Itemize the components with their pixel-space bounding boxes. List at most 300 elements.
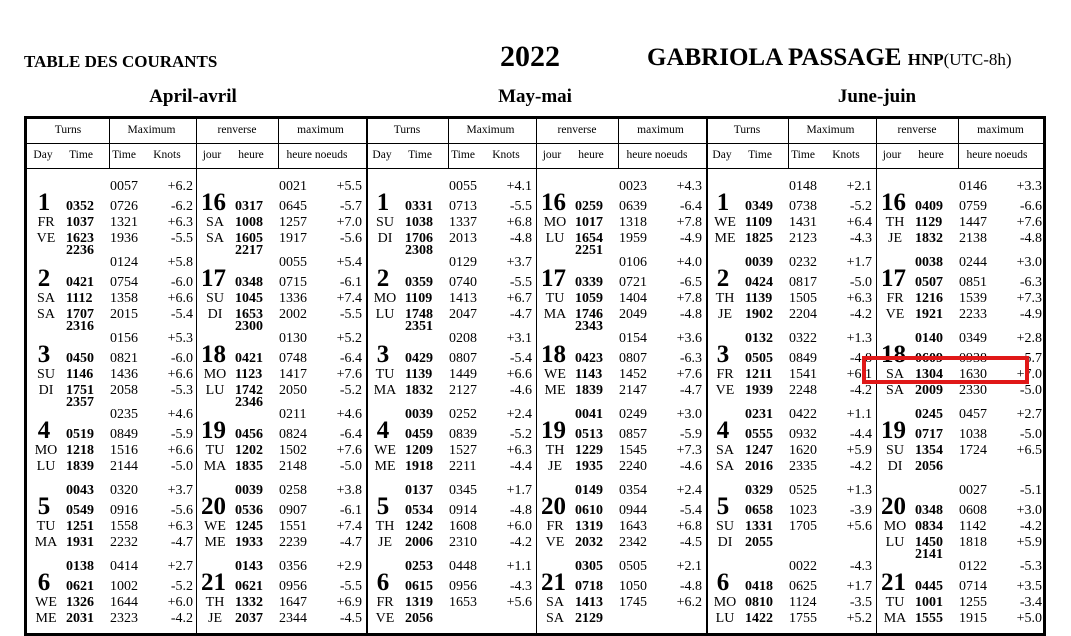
max-time: 1608 [449, 519, 477, 534]
max-time: 1643 [619, 519, 647, 534]
max-time: 0715 [279, 275, 307, 290]
turn-time: 1748 [405, 307, 433, 322]
year-heading: 2022 [500, 40, 560, 73]
max-time: 0916 [110, 503, 138, 518]
turn-time: 0459 [405, 427, 433, 442]
day-block [31, 331, 196, 410]
knots: +3.0 [1016, 503, 1042, 518]
turn-time: 1216 [915, 291, 943, 306]
knots: +6.3 [167, 215, 193, 230]
column-header: Time [112, 149, 136, 161]
turn-time: 1605 [235, 231, 263, 246]
weekday: TU [545, 291, 565, 306]
turn-time: 2346 [235, 395, 263, 410]
weekday: LU [375, 307, 395, 322]
turn-time: 0039 [745, 255, 773, 270]
max-time: 0738 [789, 199, 817, 214]
max-time: 2049 [619, 307, 647, 322]
turn-time: 0429 [405, 351, 433, 366]
max-time: 0129 [449, 255, 477, 270]
max-time: 0345 [449, 483, 477, 498]
turn-time: 0423 [575, 351, 603, 366]
day-number: 3 [37, 341, 51, 368]
weekday: SU [206, 291, 224, 306]
column-header: jour [542, 149, 562, 161]
max-time: 2123 [789, 231, 817, 246]
max-time: 2240 [619, 459, 647, 474]
knots: +5.2 [846, 611, 872, 626]
day-block [200, 559, 365, 635]
turn-time: 1921 [915, 307, 943, 322]
knots: -5.0 [1019, 383, 1042, 398]
day-block [880, 407, 1045, 483]
max-time: 0022 [789, 559, 817, 574]
turn-time: 1742 [235, 383, 263, 398]
weekday: TU [205, 443, 225, 458]
turn-time: 0143 [235, 559, 263, 574]
knots: +6.6 [167, 443, 193, 458]
max-time: 1436 [110, 367, 138, 382]
table-title: TABLE DES COURANTS [24, 52, 218, 71]
max-time: 1539 [959, 291, 987, 306]
turn-time: 1017 [575, 215, 603, 230]
knots: +5.6 [506, 595, 532, 610]
weekday: SA [206, 231, 224, 246]
turn-time: 2351 [405, 319, 433, 334]
weekday: JE [718, 307, 732, 322]
knots: -6.4 [339, 351, 362, 366]
knots: +5.8 [167, 255, 193, 270]
turn-time: 1746 [575, 307, 603, 322]
max-time: 0148 [789, 179, 817, 194]
knots: -4.6 [679, 459, 702, 474]
max-time: 0821 [110, 351, 138, 366]
knots: +7.8 [676, 215, 702, 230]
day-number: 4 [376, 417, 390, 444]
weekday: MO [883, 519, 907, 534]
day-block [880, 483, 1045, 562]
turn-time: 2032 [575, 535, 603, 550]
day-block [370, 483, 535, 559]
max-time: 1558 [110, 519, 138, 534]
day-number: 17 [881, 265, 906, 292]
knots: +4.1 [506, 179, 532, 194]
knots: -4.2 [849, 459, 872, 474]
column-group-header: Maximum [127, 124, 176, 136]
turn-time: 0409 [915, 199, 943, 214]
knots: +6.7 [506, 291, 532, 306]
turn-time: 0621 [235, 579, 263, 594]
knots: -4.4 [509, 459, 532, 474]
weekday: SA [546, 595, 564, 610]
weekday: SA [546, 611, 564, 626]
knots: -6.0 [170, 275, 193, 290]
weekday: MO [713, 595, 737, 610]
knots: -5.5 [170, 231, 193, 246]
knots: +3.7 [167, 483, 193, 498]
turn-time: 1623 [66, 231, 94, 246]
day-number: 6 [716, 569, 730, 596]
max-time: 1413 [449, 291, 477, 306]
column-header: Time [408, 149, 432, 161]
max-time: 2239 [279, 535, 307, 550]
turn-time: 0555 [745, 427, 773, 442]
turn-time: 0505 [745, 351, 773, 366]
max-time: 1745 [619, 595, 647, 610]
turn-time: 1319 [575, 519, 603, 534]
knots: +2.1 [676, 559, 702, 574]
knots: -5.2 [509, 427, 532, 442]
column-group-header: maximum [977, 124, 1024, 136]
turn-time: 2055 [745, 535, 773, 550]
turn-time: 0305 [575, 559, 603, 574]
day-number: 21 [201, 569, 226, 596]
turn-time: 1037 [66, 215, 94, 230]
max-time: 0356 [279, 559, 307, 574]
column-group-header: maximum [637, 124, 684, 136]
max-time: 1255 [959, 595, 987, 610]
max-time: 1257 [279, 215, 307, 230]
max-time: 2310 [449, 535, 477, 550]
max-time: 2013 [449, 231, 477, 246]
column-group-header: renverse [557, 124, 597, 136]
turn-time: 1008 [235, 215, 263, 230]
knots: +6.6 [167, 367, 193, 382]
turn-time: 1059 [575, 291, 603, 306]
turn-time: 1832 [915, 231, 943, 246]
knots: +6.5 [1016, 443, 1042, 458]
weekday: FR [886, 291, 904, 306]
weekday: VE [885, 307, 905, 322]
max-time: 0713 [449, 199, 477, 214]
knots: -5.2 [170, 579, 193, 594]
weekday: LU [545, 231, 565, 246]
turn-time: 0339 [575, 275, 603, 290]
turn-time: 0810 [745, 595, 773, 610]
column-group-header: renverse [897, 124, 937, 136]
turn-time: 1931 [66, 535, 94, 550]
knots: +5.4 [336, 255, 362, 270]
max-time: 1755 [789, 611, 817, 626]
turn-time: 1146 [66, 367, 94, 382]
station-name [647, 44, 1012, 72]
day-block [200, 255, 365, 334]
turn-time: 1326 [66, 595, 94, 610]
max-time: 1505 [789, 291, 817, 306]
knots: +2.7 [167, 559, 193, 574]
turn-time: 0348 [235, 275, 263, 290]
turn-time: 2016 [745, 459, 773, 474]
max-time: 1404 [619, 291, 647, 306]
day-number: 4 [37, 417, 51, 444]
day-number: 18 [201, 341, 226, 368]
column-group-header: Maximum [806, 124, 855, 136]
weekday: MA [203, 459, 227, 474]
turn-time: 0140 [915, 331, 943, 346]
month-heading-june: June-juin [837, 86, 917, 107]
turn-time: 1038 [405, 215, 433, 230]
day-block [370, 559, 535, 635]
turn-time: 1045 [235, 291, 263, 306]
day-number: 20 [881, 493, 906, 520]
knots: +5.2 [336, 331, 362, 346]
knots: -4.3 [849, 559, 872, 574]
max-time: 2138 [959, 231, 987, 246]
column-group-header: maximum [297, 124, 344, 136]
max-time: 1724 [959, 443, 987, 458]
weekday: WE [544, 367, 566, 382]
column-header: Time [69, 149, 93, 161]
day-block [880, 255, 1045, 331]
knots: +7.3 [1016, 291, 1042, 306]
max-time: 0748 [279, 351, 307, 366]
knots: -6.3 [679, 351, 702, 366]
turn-time: 0456 [235, 427, 263, 442]
turn-time: 1109 [745, 215, 773, 230]
turn-time: 1450 [915, 535, 943, 550]
weekday: SU [37, 367, 55, 382]
weekday: MO [34, 443, 58, 458]
knots: +1.1 [506, 559, 532, 574]
max-time: 2047 [449, 307, 477, 322]
max-time: 2147 [619, 383, 647, 398]
max-time: 0914 [449, 503, 477, 518]
max-time: 2248 [789, 383, 817, 398]
weekday: SU [716, 519, 734, 534]
turn-time: 0421 [235, 351, 263, 366]
day-number: 2 [376, 265, 390, 292]
turn-time: 2236 [66, 243, 94, 258]
weekday: DI [887, 459, 903, 474]
turn-time: 0418 [745, 579, 773, 594]
knots: -5.3 [1019, 559, 1042, 574]
turn-time: 0610 [575, 503, 603, 518]
column-header: Knots [153, 149, 181, 161]
knots: +5.3 [167, 331, 193, 346]
knots: -5.0 [849, 275, 872, 290]
day-number: 1 [37, 189, 51, 216]
knots: +4.6 [336, 407, 362, 422]
turn-time: 0615 [405, 579, 433, 594]
turn-time: 2056 [405, 611, 433, 626]
max-time: 0849 [789, 351, 817, 366]
day-block [710, 255, 875, 331]
turn-time: 1354 [915, 443, 943, 458]
max-time: 1647 [279, 595, 307, 610]
turn-time: 1654 [575, 231, 603, 246]
knots: +7.8 [676, 291, 702, 306]
turn-time: 1413 [575, 595, 603, 610]
day-block [540, 255, 705, 334]
max-time: 1705 [789, 519, 817, 534]
max-time: 0944 [619, 503, 647, 518]
knots: -4.4 [849, 427, 872, 442]
knots: +6.0 [167, 595, 193, 610]
day-block [370, 179, 535, 258]
turn-time: 2141 [915, 547, 943, 562]
knots: +5.9 [1016, 535, 1042, 550]
weekday: SA [206, 215, 224, 230]
max-time: 2058 [110, 383, 138, 398]
max-time: 2148 [279, 459, 307, 474]
max-time: 0807 [449, 351, 477, 366]
weekday: WE [35, 595, 57, 610]
knots: +2.4 [506, 407, 532, 422]
column-header: jour [882, 149, 902, 161]
turn-time: 1839 [575, 383, 603, 398]
weekday: ME [204, 535, 226, 550]
column-group-header: Turns [393, 124, 421, 136]
weekday: ME [714, 231, 736, 246]
day-number: 18 [541, 341, 566, 368]
weekday: MO [543, 215, 567, 230]
column-header: heure noeuds [286, 149, 348, 161]
max-time: 0124 [110, 255, 138, 270]
turn-time: 1123 [235, 367, 263, 382]
turn-time: 0039 [405, 407, 433, 422]
knots: +6.1 [846, 367, 872, 382]
section-divider [536, 119, 537, 633]
max-time: 2015 [110, 307, 138, 322]
max-time: 0354 [619, 483, 647, 498]
weekday: SA [716, 459, 734, 474]
turn-time: 0717 [915, 427, 943, 442]
day-block [540, 407, 705, 483]
knots: +7.4 [336, 291, 362, 306]
knots: -5.5 [339, 579, 362, 594]
weekday: SA [37, 291, 55, 306]
knots: -4.7 [170, 535, 193, 550]
weekday: DI [207, 307, 223, 322]
station-label: GABRIOLA PASSAGE [647, 44, 902, 71]
max-time: 2144 [110, 459, 138, 474]
max-time: 1630 [959, 367, 987, 382]
max-time: 0938 [959, 351, 987, 366]
max-time: 1417 [279, 367, 307, 382]
knots: +2.4 [676, 483, 702, 498]
max-time: 0839 [449, 427, 477, 442]
day-block [200, 331, 365, 410]
day-block [370, 331, 535, 407]
section-divider [706, 119, 708, 633]
max-time: 0258 [279, 483, 307, 498]
day-number: 5 [37, 493, 51, 520]
max-time: 0457 [959, 407, 987, 422]
knots: -4.8 [509, 231, 532, 246]
day-number: 2 [716, 265, 730, 292]
max-time: 1002 [110, 579, 138, 594]
knots: -4.2 [849, 383, 872, 398]
max-time: 0907 [279, 503, 307, 518]
knots: -6.4 [679, 199, 702, 214]
knots: -5.9 [170, 427, 193, 442]
column-header: heure noeuds [966, 149, 1028, 161]
turn-time: 1555 [915, 611, 943, 626]
max-time: 1959 [619, 231, 647, 246]
column-header: Day [712, 149, 732, 161]
column-group-header: renverse [217, 124, 257, 136]
turn-time: 0137 [405, 483, 433, 498]
turn-time: 1825 [745, 231, 773, 246]
day-number: 21 [541, 569, 566, 596]
knots: +4.3 [676, 179, 702, 194]
knots: -6.6 [1019, 199, 1042, 214]
day-number: 1 [716, 189, 730, 216]
table-rule [27, 168, 1043, 169]
weekday: SA [716, 443, 734, 458]
knots: -4.8 [679, 579, 702, 594]
max-time: 0956 [449, 579, 477, 594]
turn-time: 1902 [745, 307, 773, 322]
day-block [200, 407, 365, 483]
max-time: 0754 [110, 275, 138, 290]
max-time: 0645 [279, 199, 307, 214]
weekday: DI [38, 383, 54, 398]
max-time: 0154 [619, 331, 647, 346]
knots: +5.5 [336, 179, 362, 194]
turn-time: 0038 [915, 255, 943, 270]
month-heading-may: May-mai [498, 86, 572, 107]
knots: +2.1 [846, 179, 872, 194]
day-block [31, 407, 196, 483]
turn-time: 1653 [235, 307, 263, 322]
weekday: SU [376, 215, 394, 230]
day-number: 4 [716, 417, 730, 444]
day-number: 17 [201, 265, 226, 292]
weekday: JE [888, 231, 902, 246]
day-number: 5 [716, 493, 730, 520]
knots: +2.9 [336, 559, 362, 574]
knots: -4.9 [679, 231, 702, 246]
turn-time: 0259 [575, 199, 603, 214]
turn-time: 0329 [745, 483, 773, 498]
weekday: MA [543, 307, 567, 322]
weekday: FR [37, 215, 55, 230]
day-number: 2 [37, 265, 51, 292]
column-group-header: Maximum [466, 124, 515, 136]
knots: -5.2 [849, 199, 872, 214]
max-time: 1337 [449, 215, 477, 230]
knots: +7.6 [336, 443, 362, 458]
weekday: FR [716, 367, 734, 382]
weekday: WE [204, 519, 226, 534]
day-block [540, 559, 705, 635]
turn-time: 0245 [915, 407, 943, 422]
knots: +3.5 [1016, 579, 1042, 594]
max-time: 0608 [959, 503, 987, 518]
turn-time: 1129 [915, 215, 943, 230]
knots: +7.3 [676, 443, 702, 458]
weekday: TU [375, 367, 395, 382]
knots: -5.0 [170, 459, 193, 474]
column-header: heure [578, 149, 604, 161]
turn-time: 2006 [405, 535, 433, 550]
turn-time: 1229 [575, 443, 603, 458]
max-time: 0714 [959, 579, 987, 594]
knots: -5.5 [509, 275, 532, 290]
day-block [31, 255, 196, 334]
weekday: TH [885, 215, 905, 230]
max-time: 1551 [279, 519, 307, 534]
max-time: 1915 [959, 611, 987, 626]
turn-time: 1211 [745, 367, 773, 382]
max-time: 1653 [449, 595, 477, 610]
max-time: 1038 [959, 427, 987, 442]
turn-time: 1707 [66, 307, 94, 322]
weekday: MO [203, 367, 227, 382]
day-number: 19 [881, 417, 906, 444]
day-block [880, 179, 1045, 255]
